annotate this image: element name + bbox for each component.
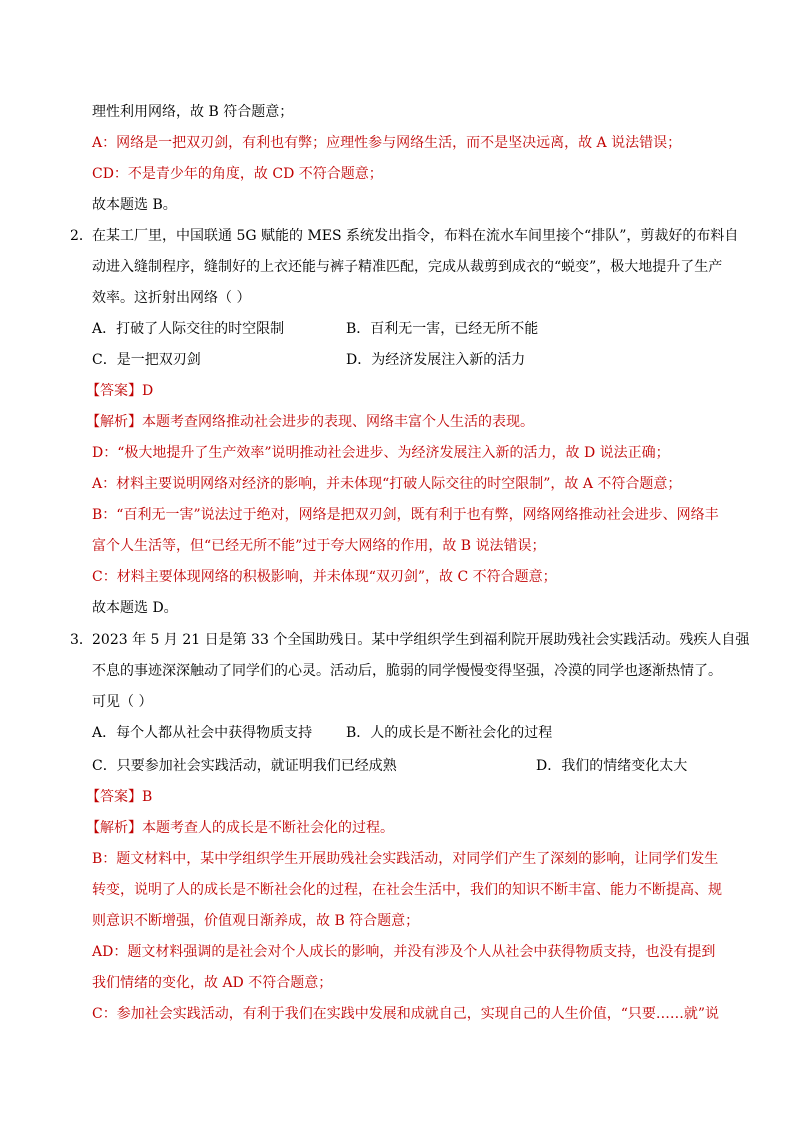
question-3-number: 3． bbox=[70, 632, 93, 648]
question-3-analysis-line-6: C：参加社会实践活动，有利于我们在实践中发展和成就自己，实现自己的人生价值，“只要……就”说 bbox=[92, 1006, 720, 1022]
question-2-analysis-line-1: D：“极大地提升了生产效率”说明推动社会进步、为经济发展注入新的活力，故 D 说法正确； bbox=[92, 445, 670, 461]
question-3-analysis-line-2: 转变，说明了人的成长是不断社会化的过程，在社会生活中，我们的知识不断丰富、能力不断提高、规 bbox=[92, 882, 722, 898]
question-2-analysis-line-2: A：材料主要说明网络对经济的影响，并未体现“打破人际交往的时空限制”，故 A 不符合题意； bbox=[92, 476, 682, 492]
question-3-analysis: 【解析】本题考查人的成长是不断社会化的过程。 bbox=[86, 820, 394, 836]
prev-conclusion: 故本题选 B。 bbox=[92, 197, 177, 213]
question-2-conclusion: 故本题选 D。 bbox=[92, 600, 178, 616]
question-3-analysis-line-3: 则意识不断增强，价值观日渐养成，故 B 符合题意； bbox=[92, 913, 420, 929]
question-2-stem-line-3: 效率。这折射出网络（ ） bbox=[92, 290, 251, 306]
question-2-option-c: C．是一把双刃剑 bbox=[92, 352, 201, 368]
question-2-option-d: D．为经济发展注入新的活力 bbox=[346, 352, 526, 368]
question-2-analysis-line-4: 富个人生活等，但“已经无所不能”过于夸大网络的作用，故 B 说法错误； bbox=[92, 538, 546, 554]
question-3-option-c: C．只要参加社会实践活动，就证明我们已经成熟 bbox=[92, 758, 397, 774]
question-2-stem-line-1: 在某工厂里，中国联通 5G 赋能的 MES 系统发出指令，布料在流水车间里接个“排队”，剪裁好的布料自 bbox=[92, 228, 739, 244]
prev-analysis-line-2: A：网络是一把双刃剑，有利也有弊；应理性参与网络生活，而不是坚决远离，故 A 说法错误； bbox=[92, 135, 682, 151]
question-2-analysis-line-3: B：“百利无一害”说法过于绝对，网络是把双刃剑，既有利于也有弊，网络网络推动社会进步、网络丰 bbox=[92, 507, 719, 523]
question-2-analysis-line-5: C：材料主要体现网络的积极影响，并未体现“双刃剑”，故 C 不符合题意； bbox=[92, 569, 557, 585]
question-3-option-b: B．人的成长是不断社会化的过程 bbox=[346, 725, 553, 741]
question-3-answer: 【答案】B bbox=[86, 789, 153, 805]
question-3-analysis-line-5: 我们情绪的变化，故 AD 不符合题意； bbox=[92, 975, 333, 991]
question-2-answer: 【答案】D bbox=[86, 383, 154, 399]
question-3-analysis-line-4: AD：题文材料强调的是社会对个人成长的影响，并没有涉及个人从社会中获得物质支持，也没有提到 bbox=[92, 944, 716, 960]
question-2-stem-line-2: 动进入缝制程序，缝制好的上衣还能与裤子精准匹配，完成从裁剪到成衣的“蜕变”，极大地提升了生产 bbox=[92, 259, 723, 275]
question-2-analysis: 【解析】本题考查网络推动社会进步的表现、网络丰富个人生活的表现。 bbox=[86, 414, 534, 430]
question-2-option-a: A．打破了人际交往的时空限制 bbox=[92, 321, 285, 337]
question-3-stem-line-2: 不息的事迹深深触动了同学们的心灵。活动后，脆弱的同学慢慢变得坚强，冷漠的同学也逐渐热情了。 bbox=[92, 663, 722, 679]
question-3-stem-line-3: 可见（ ） bbox=[92, 694, 153, 710]
prev-analysis-line-3: CD：不是青少年的角度，故 CD 不符合题意； bbox=[92, 166, 383, 182]
prev-analysis-line-1: 理性利用网络，故 B 符合题意； bbox=[92, 104, 294, 120]
question-3-stem-line-1: 2023 年 5 月 21 日是第 33 个全国助残日。某中学组织学生到福利院开展助残社会实践活动。残疾人自强 bbox=[92, 632, 750, 648]
question-2-number: 2． bbox=[70, 228, 93, 244]
question-3-analysis-line-1: B：题文材料中，某中学组织学生开展助残社会实践活动，对同学们产生了深刻的影响，让同学们发生 bbox=[92, 851, 719, 867]
question-3-option-d: D．我们的情绪变化太大 bbox=[536, 758, 688, 774]
question-2-option-b: B．百利无一害，已经无所不能 bbox=[346, 321, 539, 337]
question-3-option-a: A．每个人都从社会中获得物质支持 bbox=[92, 725, 313, 741]
